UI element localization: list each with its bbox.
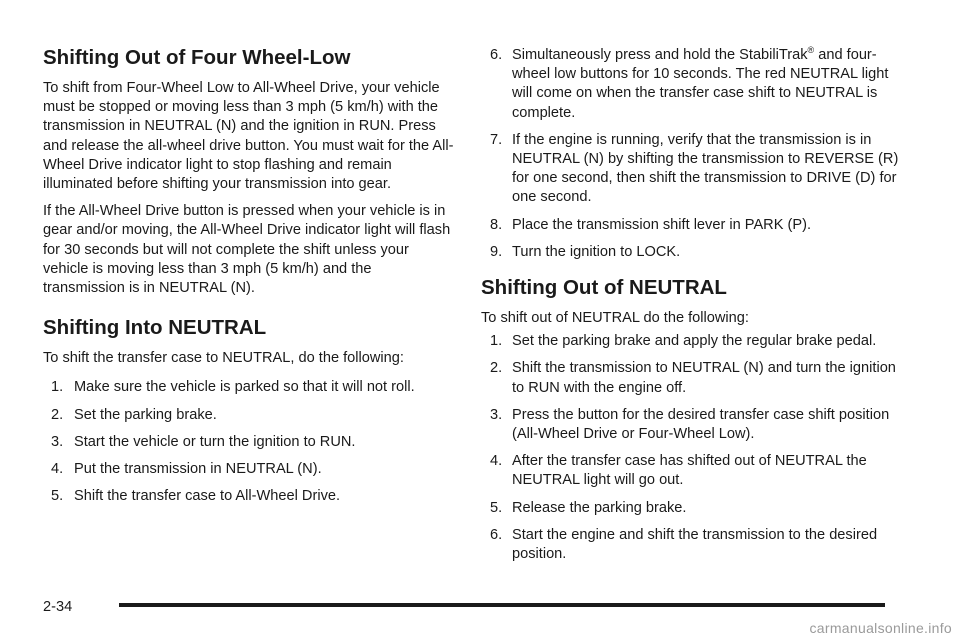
- list-item: [481, 406, 901, 444]
- list-item: [481, 332, 901, 351]
- steps-into-neutral: [43, 378, 455, 506]
- step-text: If the engine is running, verify that the transmission is in NEUTRAL (N) by shifting the transmission to REVERSE (R) for one second, then shift the transmission to DRIVE (D) for one second.: [512, 131, 899, 206]
- list-item: [43, 460, 455, 479]
- step-number: 1.: [51, 379, 64, 396]
- watermark: carmanualsonline.info: [809, 620, 952, 636]
- left-column: [43, 46, 455, 514]
- page-number: 2-34: [43, 599, 73, 615]
- step-text: Simultaneously press and hold the StabiliTrak: [512, 47, 808, 63]
- paragraph-shift-from-four-wheel-low: To shift from Four-Wheel Low to All-Wheel Drive, your vehicle must be stopped or moving less than 3 mph (5 km/h) with the transmission in NEUTRAL (N) and the ignition in RUN. Press and release the all-wheel drive button. You must wait for the All-Wheel Drive indicator light to stop flashing and remain illuminated before shifting your transmission into gear.: [43, 80, 454, 193]
- step-number: 5.: [51, 488, 64, 505]
- list-item: [43, 433, 455, 452]
- step-text: Place the transmission shift lever in PARK (P).: [512, 216, 812, 233]
- step-text: and four-wheel low buttons for 10 seconds. The red NEUTRAL light will come on when the transfer case shift to NEUTRAL is complete.: [512, 47, 889, 121]
- step-number: 4.: [490, 453, 503, 470]
- list-item: [43, 378, 455, 397]
- step-text: Release the parking brake.: [512, 499, 687, 516]
- footer-rule: [119, 603, 885, 607]
- list-item: [481, 131, 901, 208]
- steps-out-of-neutral: [481, 332, 901, 564]
- step-text: Start the vehicle or turn the ignition to RUN.: [74, 433, 356, 450]
- step-number: 5.: [490, 499, 503, 516]
- step-number: 3.: [51, 433, 64, 450]
- step-number: 2.: [490, 360, 503, 377]
- step-number: 9.: [490, 243, 503, 260]
- list-item: [481, 526, 901, 564]
- step-text: Shift the transmission to NEUTRAL (N) and turn the ignition to RUN with the engine off.: [512, 360, 896, 396]
- step-number: 7.: [490, 131, 503, 148]
- step-number: 3.: [490, 406, 503, 423]
- list-item: [43, 487, 455, 506]
- list-item: [43, 406, 455, 425]
- step-number: 2.: [51, 406, 64, 423]
- step-number: 4.: [51, 461, 64, 478]
- step-number: 6.: [490, 526, 503, 543]
- list-item: [481, 359, 901, 397]
- step-text: Set the parking brake and apply the regular brake pedal.: [512, 333, 877, 350]
- paragraph-out-of-neutral-intro: To shift out of NEUTRAL do the following:: [481, 310, 749, 327]
- list-item: [481, 216, 901, 235]
- step-number: 6.: [490, 47, 503, 63]
- step-text: Start the engine and shift the transmission to the desired position.: [512, 526, 878, 563]
- step-text: Make sure the vehicle is parked so that it will not roll.: [74, 379, 415, 396]
- step-text: Put the transmission in NEUTRAL (N).: [74, 461, 322, 478]
- step-text: Set the parking brake.: [74, 406, 217, 423]
- paragraph-into-neutral-intro: To shift the transfer case to NEUTRAL, do the following:: [43, 350, 404, 367]
- step-text: Shift the transfer case to All-Wheel Drive.: [74, 488, 341, 505]
- registered-mark: ®: [807, 45, 815, 56]
- step-text: Turn the ignition to LOCK.: [512, 243, 681, 260]
- list-item: [481, 243, 901, 262]
- list-item: [481, 452, 901, 490]
- section-heading-out-of-neutral: Shifting Out of NEUTRAL: [481, 276, 727, 300]
- step-number: 8.: [490, 216, 503, 233]
- section-heading-four-wheel-low: Shifting Out of Four Wheel-Low: [43, 46, 351, 69]
- section-heading-into-neutral: Shifting Into NEUTRAL: [43, 316, 267, 340]
- paragraph-awd-button-pressed: If the All-Wheel Drive button is pressed when your vehicle is in gear and/or moving, the All-Wheel Drive indicator light will flash for 30 seconds but will not complete the shift unless your vehicle is moving less than 3 mph (5 km/h) and the transmission is in NEUTRAL (N).: [43, 203, 451, 297]
- step-text: After the transfer case has shifted out of NEUTRAL the NEUTRAL light will go out.: [512, 453, 867, 489]
- list-item: [481, 46, 901, 123]
- list-item: [481, 499, 901, 518]
- right-column: [481, 46, 901, 572]
- step-number: 1.: [490, 333, 503, 350]
- page-footer: [43, 596, 885, 616]
- step-text: Press the button for the desired transfer case shift position (All-Wheel Drive or Four-Wheel Low).: [512, 406, 890, 443]
- steps-into-neutral-continued: [481, 46, 901, 262]
